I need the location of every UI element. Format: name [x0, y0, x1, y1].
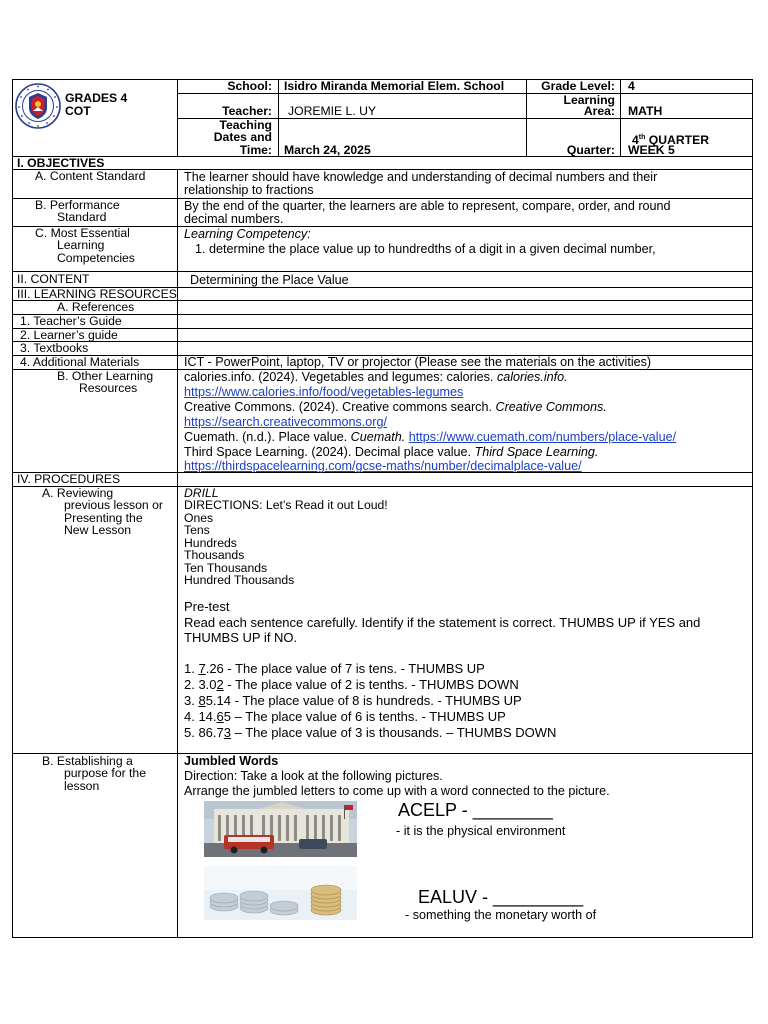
- school-value: Isidro Miranda Memorial Elem. School: [284, 79, 505, 93]
- learning-competency-item: 1. determine the place value up to hundredths of a digit in a given decimal number,: [195, 242, 656, 256]
- pretest-directions-2: THUMBS UP if NO.: [184, 630, 298, 645]
- item-number: 1.: [184, 661, 195, 676]
- teacher-label: Teacher:: [222, 104, 272, 118]
- reference-1: [184, 371, 568, 384]
- pretest-item-2: [184, 678, 519, 691]
- item-text-pre: 86.7: [194, 725, 224, 740]
- reference-4-link[interactable]: https://thirdspacelearning.com/gcse-maths/number/decimalplace-value/: [184, 459, 582, 473]
- coins-image: [204, 866, 357, 920]
- reference-3-text: Cuemath. (n.d.). Place value.: [184, 430, 351, 444]
- grades-label: GRADES 4: [65, 91, 128, 105]
- additional-materials-label: 4. Additional Materials: [20, 355, 140, 369]
- melc-label-2: Learning: [57, 238, 105, 252]
- performance-standard-text-2: decimal numbers.: [184, 212, 284, 226]
- reference-3: [184, 431, 676, 444]
- reference-3-source: Cuemath.: [350, 430, 406, 444]
- week-value: WEEK 5: [628, 143, 675, 157]
- grade-level-label: Grade Level:: [541, 79, 615, 93]
- place-hundred-thousands: Hundred Thousands: [184, 573, 295, 587]
- reviewing-label-2: previous lesson or: [64, 498, 163, 512]
- item-text-post: 5.14 - The place value of 8 is hundreds. - THUMBS UP: [205, 693, 522, 708]
- jumbled-word-2-hint: - something the monetary worth of: [405, 908, 597, 922]
- other-resources-label-2: Resources: [79, 381, 138, 395]
- pretest-item-3: [184, 694, 522, 707]
- reference-2-link[interactable]: https://search.creativecommons.org/: [184, 415, 387, 429]
- content-standard-label: A. Content Standard: [35, 169, 146, 183]
- reviewing-label: A. Reviewing: [42, 486, 114, 500]
- performance-standard-text: By the end of the quarter, the learners are able to represent, compare, order, and round: [184, 199, 671, 213]
- item-text-post: .26 - The place value of 7 is tens. - THUMBS UP: [205, 661, 485, 676]
- dates-value: March 24, 2025: [284, 143, 371, 157]
- place-tens: Tens: [184, 523, 210, 537]
- reference-2: [184, 401, 607, 414]
- item-number: 3.: [184, 693, 195, 708]
- performance-standard-label-2: Standard: [57, 210, 107, 224]
- teacher-value: JOREMIE L. UY: [288, 104, 377, 118]
- drill-directions: DIRECTIONS: Let’s Read it out Loud!: [184, 498, 388, 512]
- jumbled-direction: Direction: Take a look at the following pictures.: [184, 769, 443, 783]
- reference-1-source: calories.info.: [496, 370, 568, 384]
- teachers-guide-label: 1. Teacher’s Guide: [20, 314, 122, 328]
- cot-label: COT: [65, 104, 91, 118]
- item-text-pre: 14.: [194, 709, 217, 724]
- jumbled-direction-2: Arrange the jumbled letters to come up with a word connected to the picture.: [184, 784, 610, 798]
- content-standard-text: The learner should have knowledge and understanding of decimal numbers and their: [184, 170, 658, 184]
- grade-level-value: 4: [628, 79, 635, 93]
- jumbled-word-1-hint: - it is the physical environment: [396, 824, 566, 838]
- dates-label-2: Dates and: [213, 130, 272, 144]
- textbooks-label: 3. Textbooks: [20, 341, 89, 355]
- item-number: 4.: [184, 709, 195, 724]
- pretest-directions: Read each sentence carefully. Identify if the statement is correct. THUMBS UP if YES and: [184, 615, 701, 630]
- reference-1-link[interactable]: https://www.calories.info/food/vegetables-legumes: [184, 385, 464, 399]
- content-standard-text-2: relationship to fractions: [184, 183, 314, 197]
- pretest-item-4: [184, 710, 506, 723]
- learning-area-label: Learning: [563, 93, 615, 107]
- drill-heading: DRILL: [184, 486, 219, 500]
- quarter-word: QUARTER: [645, 133, 710, 148]
- pretest-item-5: [184, 726, 556, 739]
- objectives-title: I. OBJECTIVES: [17, 156, 105, 170]
- dates-label: Teaching: [219, 118, 272, 132]
- quarter-label: Quarter:: [566, 143, 615, 157]
- establishing-label-3: lesson: [64, 779, 100, 793]
- pretest-item-1: [184, 662, 485, 675]
- quarter-suffix: th: [638, 134, 646, 141]
- learning-area-label-2: Area:: [583, 104, 615, 118]
- item-text-post: 5 – The place value of 6 is tenths. - THUMBS UP: [223, 709, 506, 724]
- melc-label-3: Competencies: [57, 251, 135, 265]
- reference-2-source: Creative Commons.: [495, 400, 607, 414]
- dates-label-3: Time:: [239, 143, 272, 157]
- place-ten-thousands: Ten Thousands: [184, 561, 268, 575]
- reference-4-text: Third Space Learning. (2024). Decimal place value.: [184, 445, 475, 459]
- content-label: II. CONTENT: [17, 272, 90, 286]
- building-image: [204, 801, 357, 857]
- reference-3-link[interactable]: https://www.cuemath.com/numbers/place-value/: [408, 430, 677, 444]
- learning-resources-title: III. LEARNING RESOURCES: [17, 287, 177, 301]
- reviewing-label-4: New Lesson: [64, 523, 132, 537]
- reference-4: [184, 446, 598, 459]
- reference-1-text: calories.info. (2024). Vegetables and legumes: calories.: [184, 370, 497, 384]
- additional-materials-value: ICT - PowerPoint, laptop, TV or projector (Please see the materials on the activities): [184, 355, 652, 369]
- item-digit: 2: [216, 677, 224, 692]
- item-digit: 6: [216, 709, 224, 724]
- place-ones: Ones: [184, 511, 214, 525]
- establishing-label: B. Establishing a: [42, 754, 133, 768]
- jumbled-word-2: EALUV - _________: [418, 887, 584, 907]
- item-digit: 7: [198, 661, 206, 676]
- item-text-pre: 3.0: [194, 677, 217, 692]
- item-number: 2.: [184, 677, 195, 692]
- reference-4-source: Third Space Learning.: [474, 445, 599, 459]
- melc-label: C. Most Essential: [35, 226, 130, 240]
- learning-area-value: MATH: [628, 104, 663, 118]
- learning-competency-heading: Learning Competency:: [184, 227, 311, 241]
- place-thousands: Thousands: [184, 548, 245, 562]
- performance-standard-label: B. Performance: [35, 198, 120, 212]
- school-label: School:: [227, 79, 272, 93]
- procedures-title: IV. PROCEDURES: [17, 472, 121, 486]
- learners-guide-label: 2. Learner’s guide: [20, 328, 118, 342]
- quarter-number: 4: [632, 133, 639, 148]
- item-digit: 3: [223, 725, 231, 740]
- item-text-post: – The place value of 3 is thousands. – THUMBS DOWN: [231, 725, 557, 740]
- establishing-label-2: purpose for the: [64, 766, 146, 780]
- content-value: Determining the Place Value: [190, 273, 349, 287]
- pretest-heading: Pre-test: [184, 599, 230, 614]
- item-digit: 8: [198, 693, 206, 708]
- place-hundreds: Hundreds: [184, 536, 237, 550]
- item-text-post: - The place value of 2 is tenths. - THUMBS DOWN: [223, 677, 519, 692]
- reviewing-label-3: Presenting the: [64, 511, 143, 525]
- reference-2-text: Creative Commons. (2024). Creative commons search.: [184, 400, 496, 414]
- deped-seal-logo: [15, 83, 61, 129]
- other-resources-label: B. Other Learning: [57, 369, 154, 383]
- jumbled-word-1: ACELP - ________: [398, 800, 553, 820]
- jumbled-words-title: Jumbled Words: [184, 754, 279, 768]
- item-number: 5.: [184, 725, 195, 740]
- references-label: A. References: [57, 300, 135, 314]
